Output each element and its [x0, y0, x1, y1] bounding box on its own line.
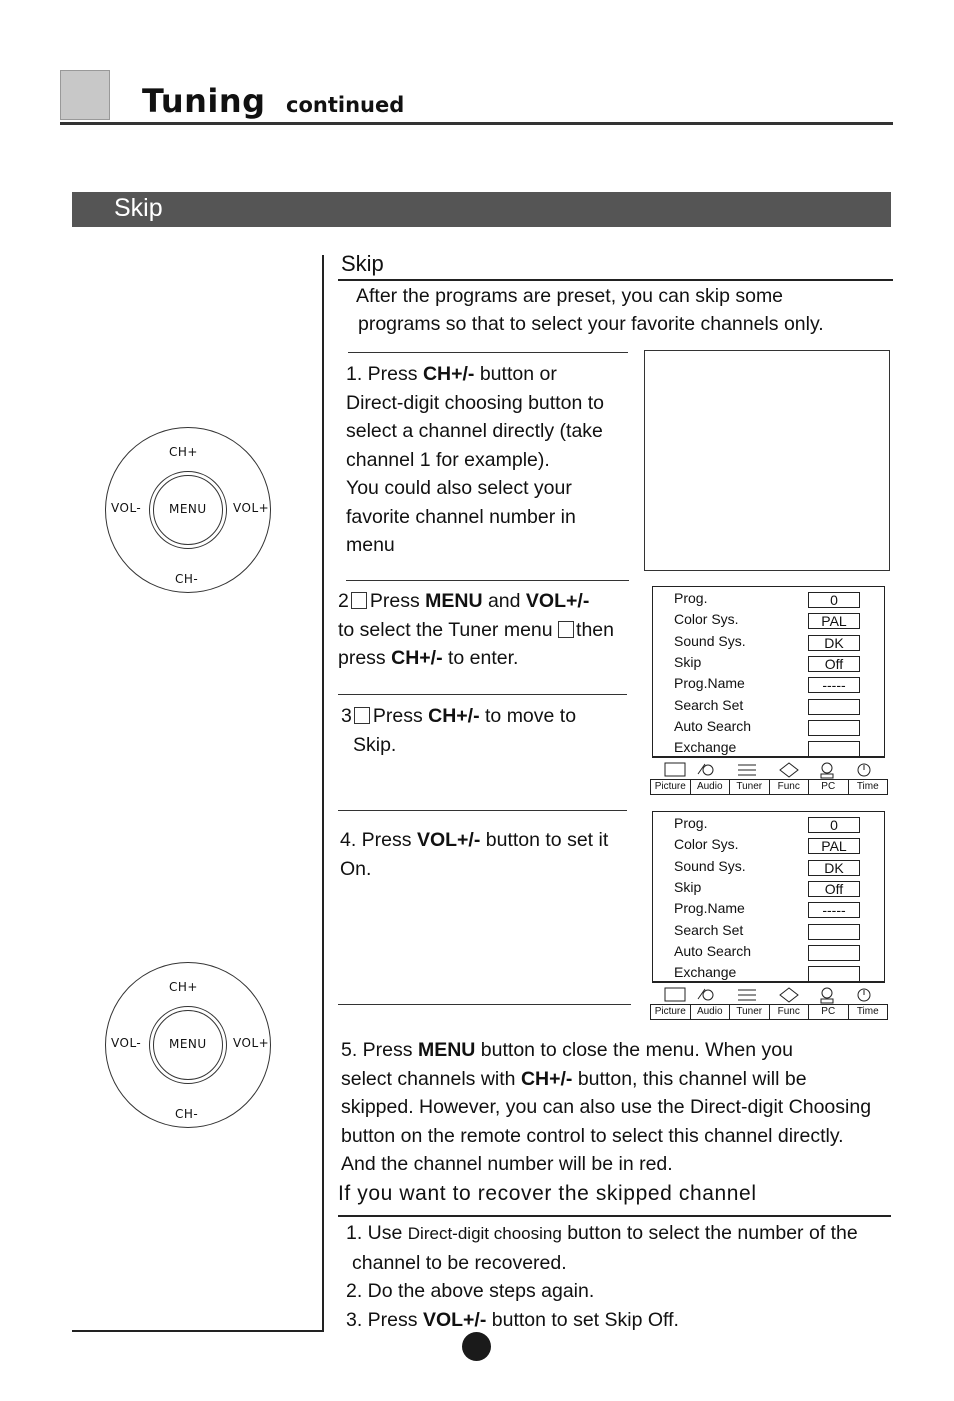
- osd-tab[interactable]: Tuner: [730, 1005, 770, 1019]
- osd-row-value: DK: [808, 860, 860, 876]
- header-marker: [60, 70, 110, 120]
- osd-row-value: PAL: [808, 838, 860, 854]
- osd-row-label: Auto Search: [674, 717, 752, 734]
- osd-tab[interactable]: Picture: [651, 1005, 691, 1019]
- tuner-menu-osd-2: [650, 811, 886, 1023]
- header-rule: [60, 122, 893, 125]
- step3-text: 3 Press CH+/- to move to Skip.: [341, 705, 577, 756]
- page-number-dot: [462, 1332, 491, 1361]
- recover-text: 1. Use Direct-digit choosing button to select the number of the channel to be recovered. 2. Do the above steps again. 3. Press VOL+/- button to set Skip Off.: [346, 1222, 858, 1331]
- osd-row-value: [808, 924, 860, 940]
- osd-tab[interactable]: Time: [856, 781, 879, 792]
- menu-label: MENU: [169, 502, 207, 516]
- osd-row-value: PAL: [808, 613, 860, 629]
- recover-rule: [338, 1215, 891, 1217]
- osd-tab[interactable]: Audio: [691, 1005, 731, 1019]
- osd-row-label: Search Set: [674, 921, 744, 938]
- osd-row-value: -----: [808, 677, 860, 693]
- osd-row-label: Prog.Name: [674, 675, 745, 692]
- step1-top-rule: [348, 352, 628, 353]
- column-divider: [322, 255, 324, 1332]
- ch-plus-label: CH+: [169, 445, 198, 459]
- tuner-menu-osd-1: [650, 586, 886, 798]
- osd-row-label: Sound Sys.: [674, 632, 746, 649]
- osd-tab[interactable]: Audio: [691, 780, 731, 794]
- bottom-rule: [72, 1330, 323, 1332]
- step2-text: 2 Press MENU and VOL+/- to select the Tuner menu then press CH+/- to enter.: [338, 590, 614, 669]
- remote-pad-1: [105, 427, 271, 593]
- step4-text: 4. Press VOL+/- button to set it On.: [340, 829, 609, 880]
- step5-text: 5. Press MENU button to close the menu. When you select channels with CH+/- button, this channel will be skipped. However, you can also use the Direct-digit Choosing button on the remote control to select this channel directly. And the channel number will be in red.: [341, 1039, 872, 1175]
- section-band-title: Skip: [114, 194, 163, 222]
- intro-line-2: programs so that to select your favorite channels only.: [358, 313, 824, 335]
- vol-minus-label: VOL-: [111, 501, 142, 515]
- osd-row-value: DK: [808, 635, 860, 651]
- osd-row-label: Skip: [674, 653, 702, 670]
- step4-bottom-rule: [338, 1004, 631, 1005]
- osd-row-label: Exchange: [674, 739, 737, 756]
- osd-row-value: 0: [808, 592, 860, 608]
- osd-row-value: [808, 720, 860, 736]
- osd-row-value: 0: [808, 817, 860, 833]
- menu-label: MENU: [169, 1037, 207, 1051]
- osd-row-value: [808, 966, 860, 982]
- osd-row-label: Prog.: [674, 590, 708, 606]
- step3-top-rule: [338, 694, 627, 695]
- osd-row-label: Prog.: [674, 815, 708, 831]
- intro-line-1: After the programs are preset, you can skip some: [356, 285, 784, 307]
- section-heading: Skip: [341, 251, 384, 276]
- osd-tab[interactable]: PC: [809, 780, 849, 794]
- osd-row-value: Off: [808, 656, 860, 672]
- osd-row-label: Exchange: [674, 964, 737, 981]
- osd-row-label: Color Sys.: [674, 611, 739, 628]
- remote-pad-2: [105, 962, 271, 1128]
- osd-row-label: Skip: [674, 878, 702, 895]
- osd-row-label: Auto Search: [674, 942, 752, 959]
- osd-icon-strip: [650, 985, 888, 1005]
- step2-top-rule: [346, 580, 629, 581]
- section-band: [72, 192, 891, 227]
- osd-row-label: Prog.Name: [674, 900, 745, 917]
- osd-row-label: Color Sys.: [674, 836, 739, 853]
- section-heading-rule: [338, 279, 893, 281]
- vol-plus-label: VOL+: [233, 501, 270, 515]
- step4-top-rule: [338, 810, 627, 811]
- step1-text: 1. Press CH+/- button or Direct-digit choosing button to select a channel directly (take channel 1 for example). You could also select your favorite channel number in menu: [346, 363, 604, 556]
- osd-icon-strip: [650, 760, 888, 780]
- osd-tab[interactable]: Tuner: [730, 780, 770, 794]
- osd-row-value: -----: [808, 902, 860, 918]
- osd-row-value: [808, 945, 860, 961]
- osd-tab[interactable]: Time: [856, 1006, 879, 1017]
- osd-row-value: Off: [808, 881, 860, 897]
- osd-row-value: [808, 741, 860, 757]
- ch-minus-label: CH-: [175, 572, 199, 586]
- osd-tab[interactable]: Func: [770, 780, 810, 794]
- ch-plus-label: CH+: [169, 980, 198, 994]
- osd-row-value: [808, 699, 860, 715]
- osd-tab[interactable]: Func: [770, 1005, 810, 1019]
- ch-minus-label: CH-: [175, 1107, 199, 1121]
- vol-plus-label: VOL+: [233, 1036, 270, 1050]
- osd-tab[interactable]: Picture: [651, 780, 691, 794]
- page-subtitle: continued: [286, 93, 405, 117]
- vol-minus-label: VOL-: [111, 1036, 142, 1050]
- osd-row-label: Sound Sys.: [674, 857, 746, 874]
- osd-tab-bar: [650, 779, 888, 795]
- osd-tab-bar: [650, 1004, 888, 1020]
- osd-row-label: Search Set: [674, 696, 744, 713]
- tv-screen-illustration: [644, 350, 890, 571]
- osd-tab[interactable]: PC: [809, 1005, 849, 1019]
- recover-heading: If you want to recover the skipped channel: [338, 1182, 757, 1205]
- page-title: Tuning: [142, 82, 266, 120]
